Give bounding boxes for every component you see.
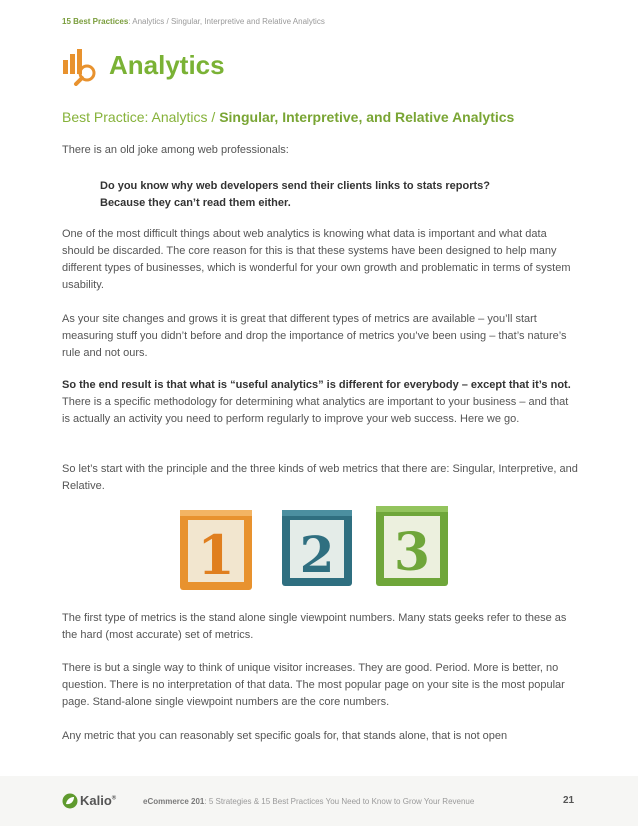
paragraph-7: Any metric that you can reasonably set specific goals for, that stands alone, that is not open bbox=[62, 730, 508, 742]
block-2 bbox=[282, 510, 352, 586]
footer-title-strong: eCommerce 201 bbox=[143, 797, 205, 806]
header-series: 15 Best Practices bbox=[62, 17, 129, 26]
footer-title bbox=[143, 797, 474, 806]
block-3 bbox=[376, 506, 448, 586]
section-heading: Analytics bbox=[109, 50, 225, 80]
kalio-leaf-icon bbox=[62, 793, 78, 809]
quote-line-2: Because they can’t read them either. bbox=[100, 197, 291, 209]
best-practice-title bbox=[62, 109, 514, 125]
paragraph-2: As your site changes and grows it is great that different types of metrics are available – you’ll start measuring stuff you didn’t before and drop the importance of metrics you’ve been using – that’s nature’s rule and not ours. bbox=[62, 313, 567, 359]
block-3-label: 3 bbox=[393, 522, 431, 583]
paragraph-3-rest: There is a specific methodology for determining what analytics are important to your business – and that is actually an activity you need to perform regularly to improve your web success. Here we go. bbox=[62, 396, 569, 425]
footer-subtitle: : 5 Strategies & 15 Best Practices You Need to Know to Grow Your Revenue bbox=[204, 797, 475, 806]
paragraph-3-bold: So the end result is that what is “useful analytics” is different for everybody – except that it’s not. bbox=[62, 379, 571, 391]
block-1-label: 1 bbox=[197, 523, 235, 587]
intro-paragraph: There is an old joke among web professionals: bbox=[62, 144, 289, 156]
footer-logo-text: Kalio® bbox=[80, 793, 117, 808]
block-1 bbox=[180, 510, 252, 590]
block-2-label: 2 bbox=[299, 525, 335, 584]
paragraph-5: The first type of metrics is the stand alone single viewpoint numbers. Many stats geeks refer to these as the hard (most accurate) set of metrics. bbox=[62, 612, 567, 641]
running-header bbox=[62, 17, 325, 26]
best-practice-prefix: Best Practice: bbox=[62, 109, 152, 125]
paragraph-6: There is but a single way to think of unique visitor increases. They are good. Period. More is better, no question. There is no interpretation of that data. The most popular page on your site is the most popular page. Stand-alone single viewpoint numbers are the core numbers. bbox=[62, 662, 565, 708]
best-practice-topic: Analytics / bbox=[151, 109, 220, 125]
number-blocks-image bbox=[178, 506, 450, 592]
page-number: 21 bbox=[563, 795, 575, 806]
best-practice-subtopic: Singular, Interpretive, and Relative Analytics bbox=[219, 109, 515, 125]
footer bbox=[0, 776, 638, 826]
paragraph-1: One of the most difficult things about web analytics is knowing what data is important and what data should be discarded. The core reason for this is that these systems have been designed to help many different types of businesses, which is wonderful for your own growth and problematic in terms of system usability. bbox=[62, 228, 571, 291]
quote-line-1: Do you know why web developers send their clients links to stats reports? bbox=[100, 180, 490, 192]
analytics-magnifier-icon bbox=[62, 48, 100, 86]
paragraph-3 bbox=[62, 377, 578, 428]
header-path: : Analytics / Singular, Interpretive and Relative Analytics bbox=[128, 17, 325, 26]
paragraph-4: So let’s start with the principle and the three kinds of web metrics that there are: Singular, Interpretive, and Relative. bbox=[62, 463, 578, 492]
